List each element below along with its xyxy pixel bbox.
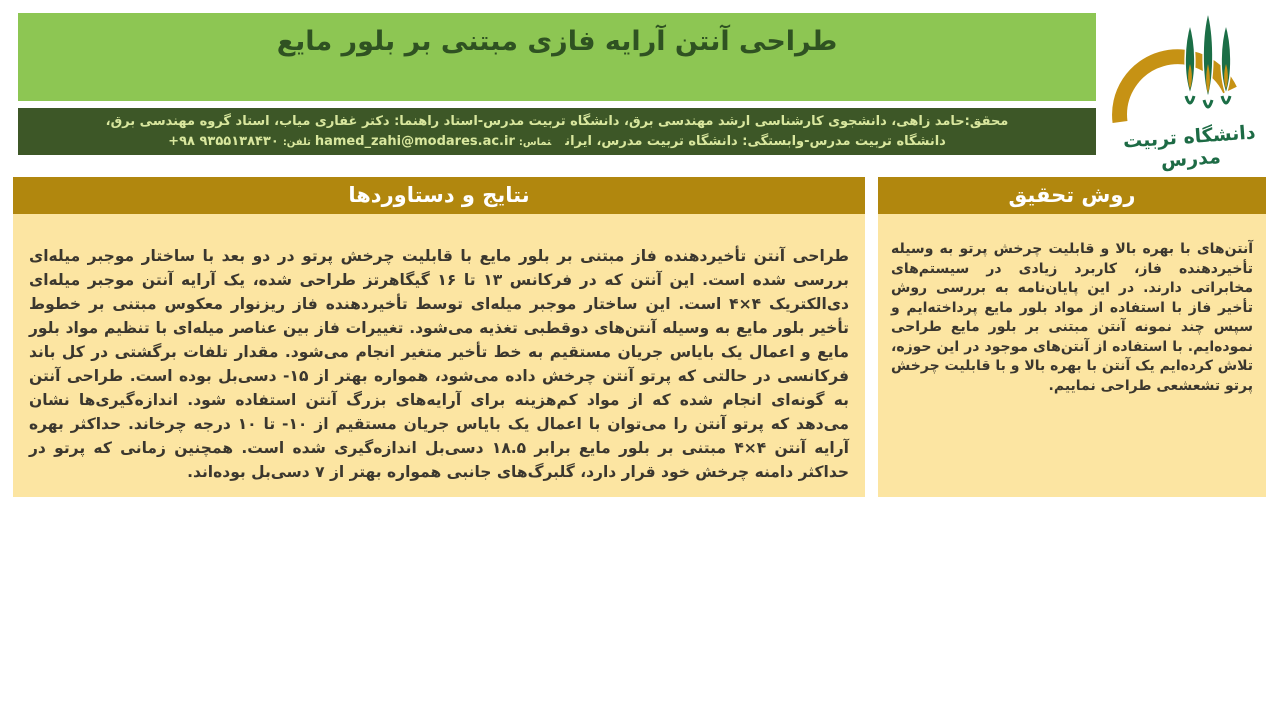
university-logo-graphic (1104, 2, 1276, 134)
phone-number: +۹۸ ۹۳۵۵۱۳۸۴۳۰ (168, 134, 279, 149)
method-panel-header (878, 177, 1266, 214)
method-panel (878, 177, 1266, 497)
contact-label: تماس: (518, 137, 552, 148)
results-panel-body: طراحی آنتن تأخیردهنده فاز مبتنی بر بلور مایع با قابلیت چرخش پرتو در دو بعد با ساختار موجبر میله‌ای بررسی شده است. این آنتن که در فرکانس ۱۳ تا ۱۶ گیگاهرتز طراحی شده، یک آرایه آنتن موجبر میله‌ای دی‌الکتریک ۴×۴ است. این ساختار موجبر میله‌ای توسط تأخیردهنده فاز ریزنوار معکوس مبتنی بر خطوط تأخیر بلور مایع به وسیله آنتن‌های دوقطبی تغذیه می‌شود. تغییرات فاز بین عناصر میله‌ای با تنظیم مواد بلور مایع و اعمال یک بایاس جریان مستقیم به خط تأخیر متغیر انجام می‌شود. مقدار تلفات برگشتی در کل باند فرکانسی در حالتی که پرتو آنتن چرخش داده می‌شود، همواره بهتر از ۱۵- دسی‌بل بوده است. طراحی آنتن به گونه‌ای انجام شده که از مواد کم‌هزینه برای آرایه‌های بزرگ آنتن استفاده شود. اندازه‌گیری‌ها نشان می‌دهد که پرتو آنتن را می‌توان با اعمال یک بایاس جریان مستقیم از ۱۰- تا ۱۰ درجه چرخاند. حداکثر بهره آرایه آنتن ۴×۴ مبتنی بر بلور مایع برابر ۱۸.۵ دسی‌بل اندازه‌گیری شده است. همچنین زمانی که پرتو در حداکثر دامنه چرخش خود قرار دارد، گلبرگ‌های جانبی همواره بهتر از ۷ دسی‌بل بوده‌اند. (13, 214, 865, 497)
results-panel-title: نتایج و دستاوردها (348, 183, 530, 207)
results-panel-header (13, 177, 865, 214)
email-text: hamed_zahi@modares.ac.ir (314, 134, 515, 149)
phone-label: تلفن: (282, 137, 311, 148)
poster-title: طراحی آنتن آرایه فازی مبتنی بر بلور مایع (276, 26, 838, 57)
researcher-line2 (18, 132, 1096, 153)
logo-arch-icon (1120, 57, 1230, 122)
results-panel (13, 177, 865, 497)
university-name: دانشگاه تربیت مدرس (1122, 121, 1257, 173)
researcher-info-bar (18, 108, 1096, 155)
university-logo (1104, 2, 1276, 172)
poster-title-bar (18, 13, 1096, 101)
researcher-line1: محقق:حامد زاهی، دانشجوی کارشناسی ارشد مهندسی برق، دانشگاه تربیت مدرس-استاد راهنما: دکتر غفاری میاب، استاد گروه مهندسی برق، (105, 114, 1009, 129)
method-panel-title: روش تحقیق (1008, 183, 1136, 207)
method-panel-body: آنتن‌های با بهره بالا و قابلیت چرخش پرتو به وسیله تأخیردهنده فاز، کاربرد زیادی در سیستم‌های مخابراتی دارند. در این پایان‌نامه به بررسی روش تأخیر فاز با استفاده از مواد بلور مایع پرداخته‌ایم و سپس چند نمونه آنتن مبتنی بر بلور مایع طراحی نموده‌ایم. با استفاده از آنتن‌های موجود در این حوزه، تلاش کرده‌ایم یک آنتن با بهره بالا و با قابلیت چرخش پرتو تشعشعی طراحی نماییم. (878, 214, 1266, 497)
affiliation-text: دانشگاه تربیت مدرس-وابستگی: دانشگاه تربیت مدرس، ایران (565, 134, 946, 149)
